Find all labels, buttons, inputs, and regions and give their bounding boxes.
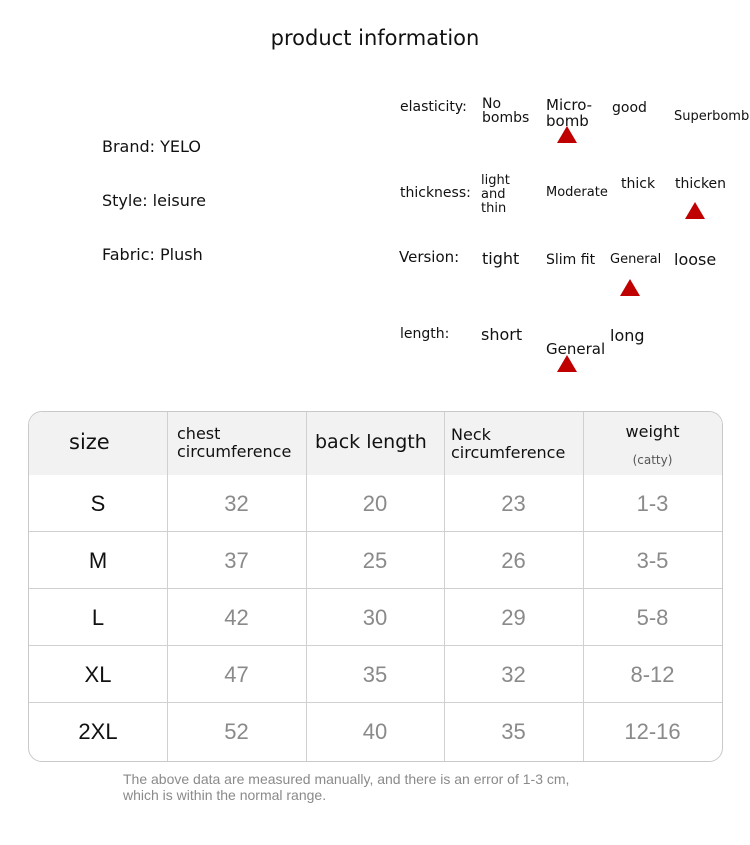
table-cell-weight: 5-8 <box>636 604 669 630</box>
table-cell-size: XL <box>84 661 112 687</box>
table-cell-back-length: 25 <box>362 547 388 573</box>
table-cell-back-length: 30 <box>362 604 388 630</box>
length-option-general: General <box>546 340 606 358</box>
size-table <box>28 411 723 762</box>
table-cell-neck: 29 <box>501 604 526 630</box>
elasticity-option-superbomb: Superbomb <box>674 109 750 124</box>
table-cell-weight: 1-3 <box>636 490 669 516</box>
thickness-label: thickness: <box>400 185 471 201</box>
table-cell-neck: 23 <box>501 490 526 516</box>
table-cell-neck: 32 <box>501 661 526 687</box>
header-weight-unit: (catty) <box>632 453 673 467</box>
version-option-tight: tight <box>482 249 520 268</box>
version-selected-marker-icon <box>620 279 640 296</box>
header-size: size <box>69 430 110 454</box>
fabric-spec: Fabric: Plush <box>102 245 203 264</box>
header-weight: weight <box>625 422 680 441</box>
elasticity-option-no-bombs: No bombs <box>482 96 530 126</box>
table-cell-size: S <box>90 490 106 516</box>
thickness-selected-marker-icon <box>685 202 705 219</box>
length-option-long: long <box>610 326 645 345</box>
length-option-short: short <box>481 325 523 344</box>
measurement-note: The above data are measured manually, and there is an error of 1-3 cm, which is within the normal range. <box>123 771 570 803</box>
table-cell-chest: 52 <box>224 718 249 744</box>
table-cell-size: M <box>88 547 108 573</box>
table-cell-size: 2XL <box>78 718 118 744</box>
thickness-option-thick: thick <box>621 176 656 192</box>
header-back-length: back length <box>315 431 427 453</box>
version-label: Version: <box>399 248 460 266</box>
page-title: product information <box>270 26 480 50</box>
version-option-general: General <box>610 252 662 267</box>
table-cell-weight: 8-12 <box>630 661 675 687</box>
elasticity-option-good: good <box>612 100 647 116</box>
table-cell-chest: 42 <box>224 604 249 630</box>
table-cell-back-length: 35 <box>362 661 388 687</box>
table-cell-weight: 12-16 <box>624 718 681 744</box>
table-cell-chest: 47 <box>224 661 249 687</box>
length-label: length: <box>400 326 450 342</box>
elasticity-selected-marker-icon <box>557 126 577 143</box>
length-selected-marker-icon <box>557 355 577 372</box>
style-spec: Style: leisure <box>102 191 206 210</box>
table-cell-size: L <box>91 604 105 630</box>
header-neck-circumference: Neck circumference <box>451 425 566 462</box>
table-cell-chest: 37 <box>224 547 249 573</box>
table-cell-neck: 35 <box>501 718 526 744</box>
header-chest-circumference: chest circumference <box>177 424 292 461</box>
table-cell-chest: 32 <box>224 490 249 516</box>
table-cell-weight: 3-5 <box>636 547 669 573</box>
thickness-option-moderate: Moderate <box>546 185 608 200</box>
table-cell-neck: 26 <box>501 547 526 573</box>
version-option-loose: loose <box>674 250 717 269</box>
elasticity-label: elasticity: <box>400 99 467 115</box>
table-cell-back-length: 40 <box>362 718 388 744</box>
brand-spec: Brand: YELO <box>102 137 201 156</box>
elasticity-option-micro-bomb: Micro-bomb <box>546 96 593 130</box>
thickness-option-thicken: thicken <box>675 176 727 192</box>
version-option-slim-fit: Slim fit <box>546 252 596 268</box>
table-cell-back-length: 20 <box>362 490 388 516</box>
thickness-option-light-and-thin: light and thin <box>481 173 510 216</box>
